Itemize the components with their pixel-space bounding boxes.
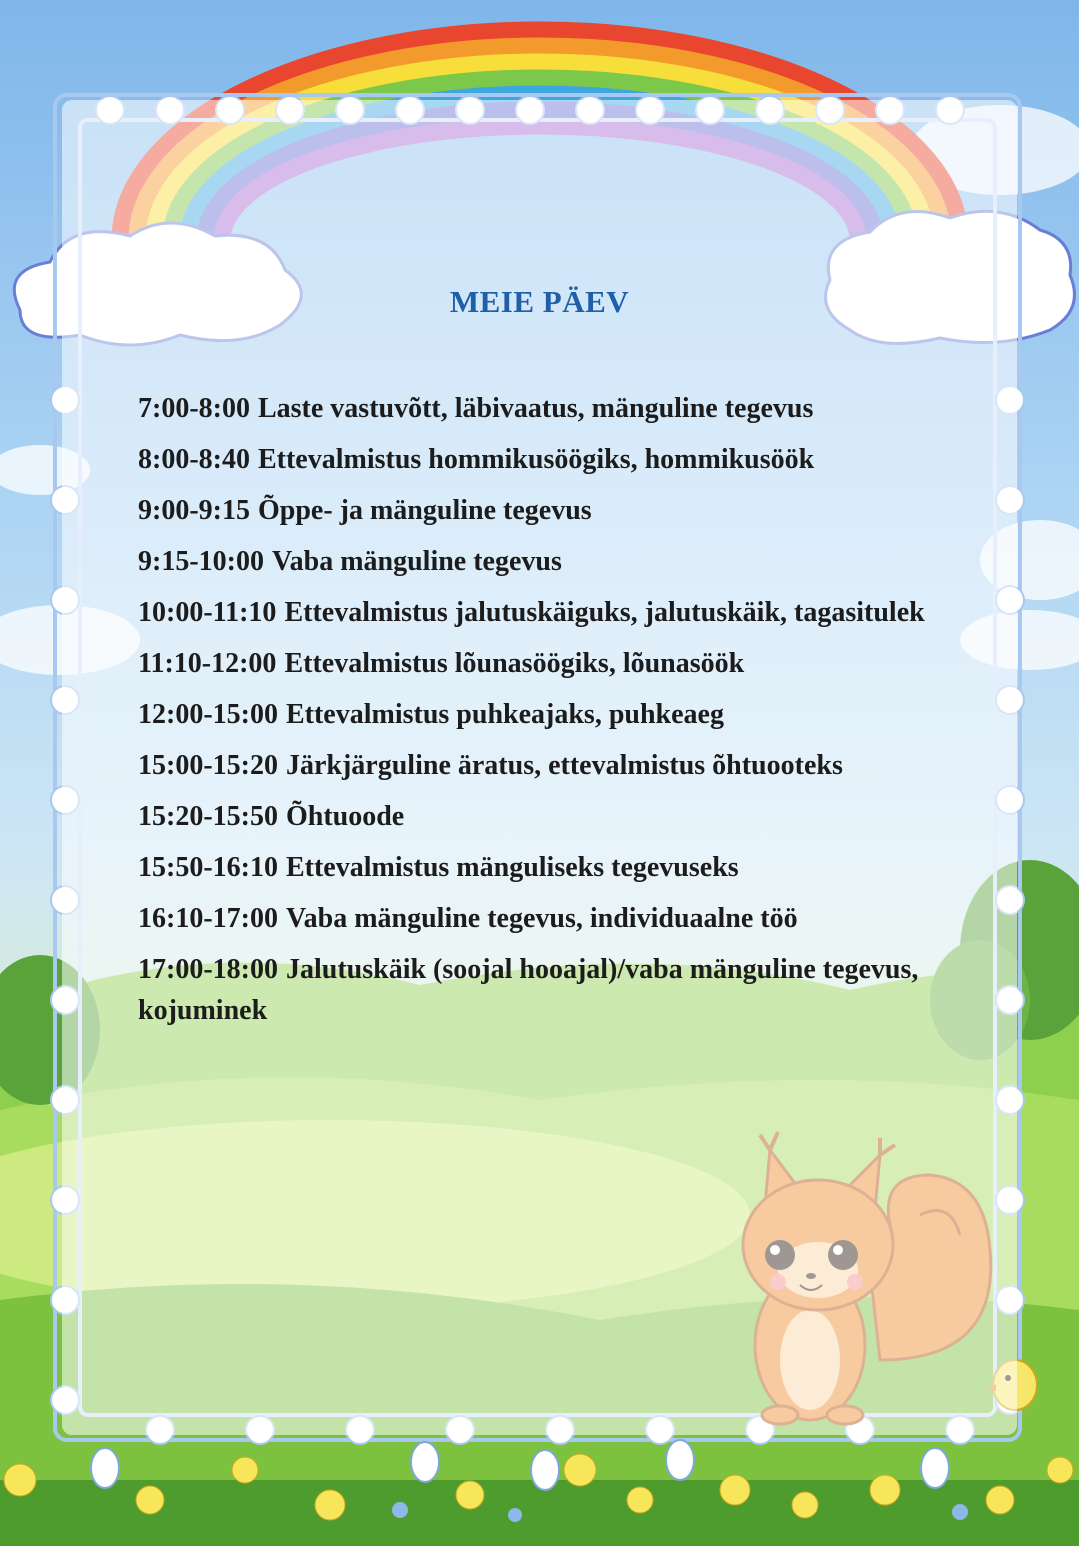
schedule-item: [138, 847, 958, 888]
schedule-activity: Ettevalmistus hommikusöögiks, hommikusöök: [257, 444, 815, 475]
schedule-item: [138, 388, 958, 429]
schedule-activity: Õppe- ja mänguline tegevus: [257, 495, 592, 526]
schedule-time: 17:00-18:00: [138, 954, 278, 985]
schedule-item: [138, 898, 958, 939]
schedule-activity: Ettevalmistus puhkeajaks, puhkeaeg: [285, 699, 724, 730]
schedule-list: [138, 388, 958, 1041]
schedule-time: 12:00-15:00: [138, 699, 278, 730]
schedule-item: [138, 745, 958, 786]
schedule-activity: Jalutuskäik (soojal hooajal)/vaba mänguline tegevus, kojuminek: [138, 954, 919, 1026]
schedule-time: 7:00-8:00: [138, 393, 250, 424]
schedule-time: 15:50-16:10: [138, 852, 278, 883]
schedule-time: 11:10-12:00: [138, 648, 277, 679]
schedule-item: [138, 490, 958, 531]
schedule-activity: Vaba mänguline tegevus, individuaalne töö: [285, 903, 798, 934]
schedule-item: [138, 541, 958, 582]
schedule-item: [138, 592, 958, 633]
page-title: MEIE PÄEV: [449, 284, 630, 319]
schedule-activity: Ettevalmistus mänguliseks tegevuseks: [285, 852, 739, 883]
schedule-item: [138, 796, 958, 837]
schedule-time: 9:00-9:15: [138, 495, 250, 526]
schedule-time: 10:00-11:10: [138, 597, 277, 628]
schedule-time: 15:20-15:50: [138, 801, 278, 832]
schedule-time: 8:00-8:40: [138, 444, 250, 475]
schedule-time: 9:15-10:00: [138, 546, 264, 577]
schedule-activity: Õhtuoode: [285, 801, 405, 832]
schedule-item: [138, 439, 958, 480]
schedule-item: [138, 949, 958, 1031]
schedule-time: 16:10-17:00: [138, 903, 278, 934]
schedule-activity: Ettevalmistus jalutuskäiguks, jalutuskäik, tagasitulek: [284, 597, 925, 628]
schedule-activity: Laste vastuvõtt, läbivaatus, mänguline tegevus: [257, 393, 814, 424]
schedule-time: 15:00-15:20: [138, 750, 278, 781]
schedule-item: [138, 643, 958, 684]
schedule-activity: Ettevalmistus lõunasöögiks, lõunasöök: [284, 648, 745, 679]
schedule-item: [138, 694, 958, 735]
schedule-activity: Järkjärguline äratus, ettevalmistus õhtuooteks: [285, 750, 843, 781]
schedule-activity: Vaba mänguline tegevus: [271, 546, 562, 577]
